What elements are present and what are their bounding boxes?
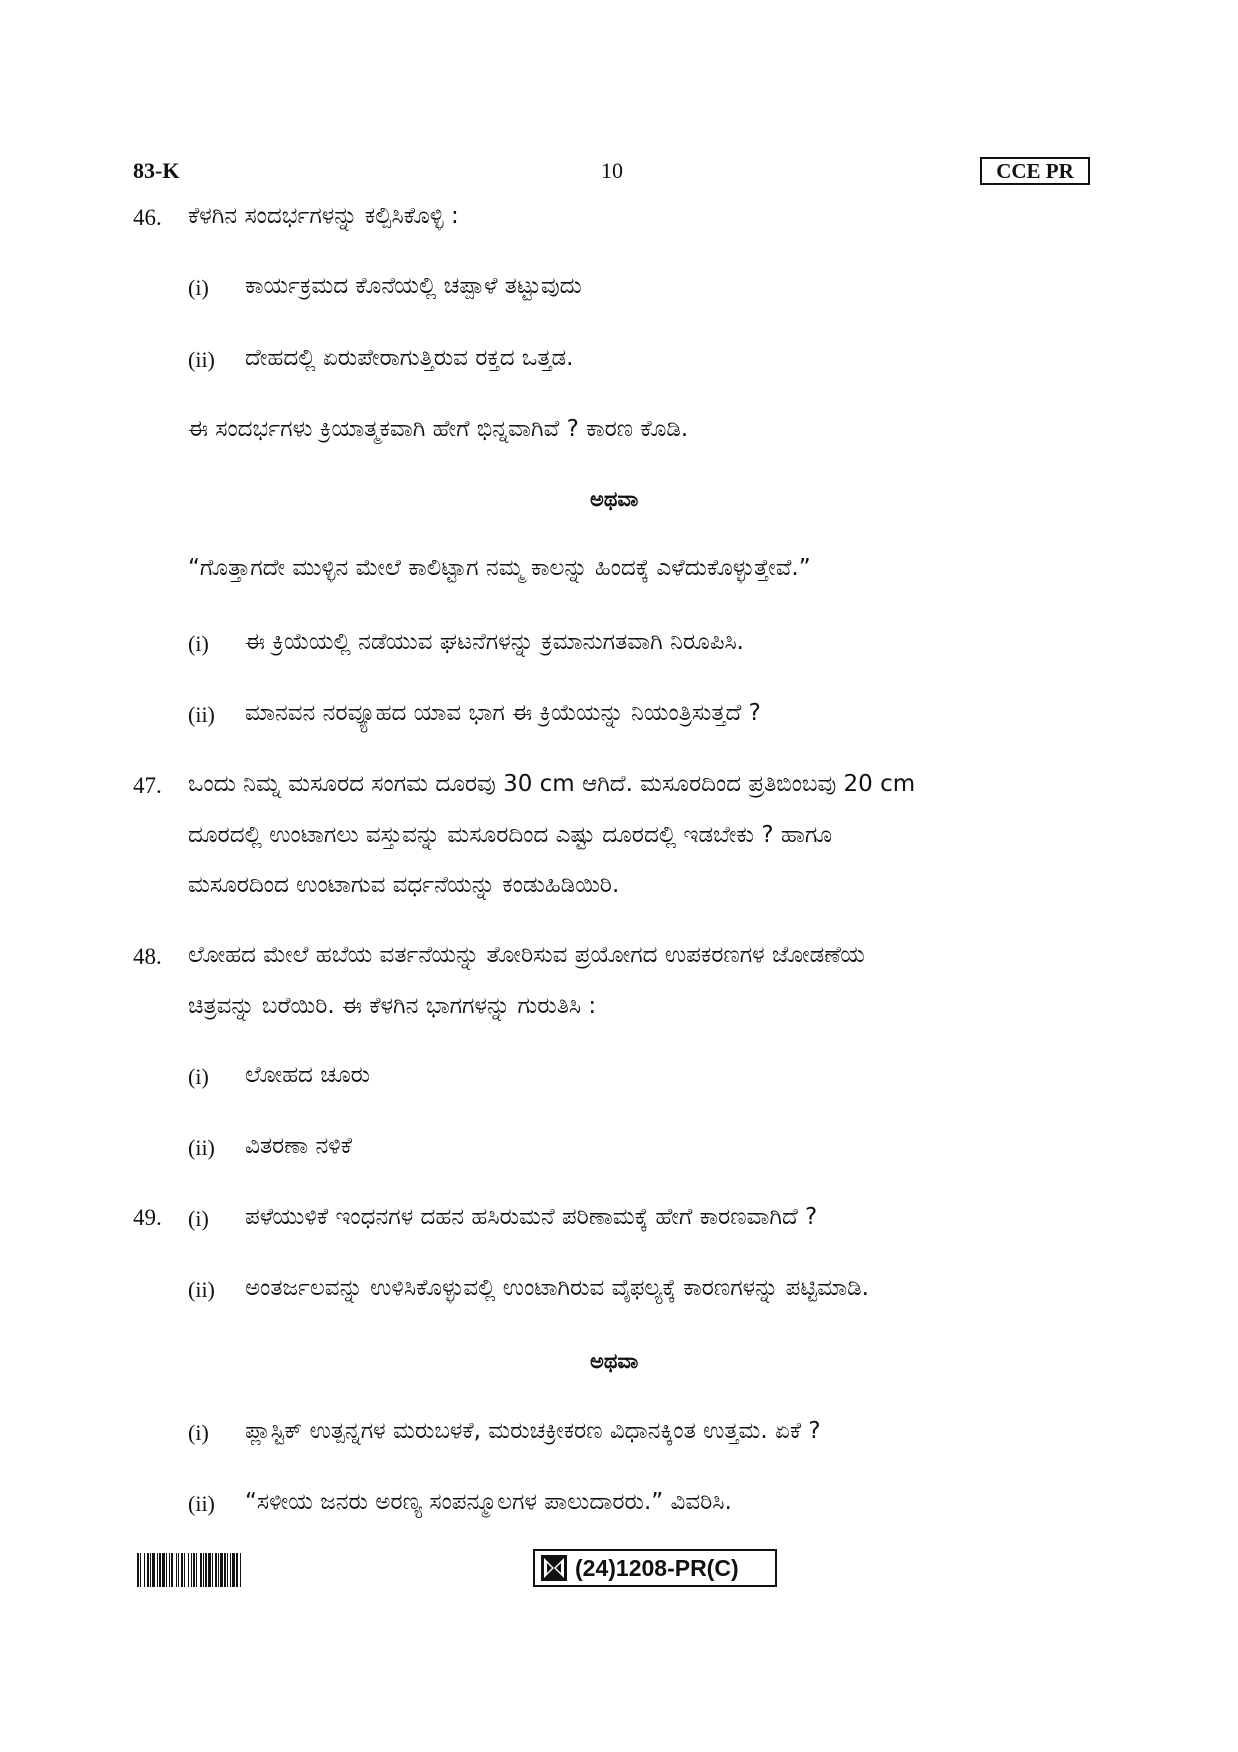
q46-alt-part-text: ಈ ಕ್ರಿಯೆಯಲ್ಲಿ ನಡೆಯುವ ಘಟನೆಗಳನ್ನು ಕ್ರಮಾನುಗತವಾಗಿ ನಿರೂಪಿಸಿ. xyxy=(245,629,744,655)
question-number-48: 48. xyxy=(133,944,162,969)
q46-alt-stem: “ಗೊತ್ತಾಗದೇ ಮುಳ್ಳಿನ ಮೇಲೆ ಕಾಲಿಟ್ಟಾಗ ನಮ್ಮ ಕಾಲನ್ನು ಹಿಂದಕ್ಕೆ ಎಳೆದುಕೊಳ್ಳುತ್ತೇವೆ.” xyxy=(188,555,811,581)
q46-part-label: (i) xyxy=(188,275,209,300)
q46-alt-part-label: (i) xyxy=(188,631,209,656)
q49-part-text: ಅಂತರ್ಜಲವನ್ನು ಉಳಿಸಿಕೊಳ್ಳುವಲ್ಲಿ ಉಂಟಾಗಿರುವ ವೈಫಲ್ಯಕ್ಕೆ ಕಾರಣಗಳನ್ನು ಪಟ್ಟಿಮಾಡಿ. xyxy=(245,1275,869,1301)
q49-alt-part-text: ಪ್ಲಾಸ್ಟಿಕ್ ಉತ್ಪನ್ನಗಳ ಮರುಬಳಕೆ, ಮರುಚಕ್ರೀಕರಣ ವಿಧಾನಕ್ಕಿಂತ ಉತ್ತಮ. ಏಕೆ ? xyxy=(245,1418,821,1444)
q48-part-text: ಲೋಹದ ಚೂರು xyxy=(245,1062,371,1088)
q46-alt-part-label: (ii) xyxy=(188,702,215,727)
q48-line: ಚಿತ್ರವನ್ನು ಬರೆಯಿರಿ. ಈ ಕೆಳಗಿನ ಭಾಗಗಳನ್ನು ಗುರುತಿಸಿ : xyxy=(188,993,597,1019)
question-number-49: 49. xyxy=(133,1205,162,1230)
q48-part-label: (i) xyxy=(188,1064,209,1089)
q48-part-label: (ii) xyxy=(188,1135,215,1160)
q49-part-label: (i) xyxy=(188,1206,209,1231)
question-number-47: 47. xyxy=(133,773,162,798)
series-box: CCE PR xyxy=(980,157,1090,185)
q48-line: ಲೋಹದ ಮೇಲೆ ಹಬೆಯ ವರ್ತನೆಯನ್ನು ತೋರಿಸುವ ಪ್ರಯೋಗದ ಉಪಕರಣಗಳ ಜೋಡಣೆಯ xyxy=(188,942,865,968)
q46-part-text: ಕಾರ್ಯಕ್ರಮದ ಕೊನೆಯಲ್ಲಿ ಚಪ್ಪಾಳೆ ತಟ್ಟುವುದು xyxy=(245,273,582,299)
q49-alt-part-text: “ಸಳೀಯ ಜನರು ಅರಣ್ಯ ಸಂಪನ್ಮೂಲಗಳ ಪಾಲುದಾರರು.” ವಿವರಿಸಿ. xyxy=(245,1489,732,1515)
q46-alt-part-text: ಮಾನವನ ನರವ್ಯೂಹದ ಯಾವ ಭಾಗ ಈ ಕ್ರಿಯೆಯನ್ನು ನಿಯಂತ್ರಿಸುತ್ತದೆ ? xyxy=(245,700,761,726)
q46-stem: ಕೆಳಗಿನ ಸಂದರ್ಭಗಳನ್ನು ಕಲ್ಪಿಸಿಕೊಳ್ಳಿ : xyxy=(188,203,459,229)
barcode xyxy=(137,1553,373,1587)
question-number-46: 46. xyxy=(133,205,162,230)
q46-part-label: (ii) xyxy=(188,347,215,372)
footer-code: (24)1208-PR(C) xyxy=(575,1554,739,1581)
q49-part-text: ಪಳೆಯುಳಿಕೆ ಇಂಧನಗಳ ದಹನ ಹಸಿರುಮನೆ ಪರಿಣಾಮಕ್ಕೆ ಹೇಗೆ ಕಾರಣವಾಗಿದೆ ? xyxy=(245,1204,818,1230)
q46-followup: ಈ ಸಂದರ್ಭಗಳು ಕ್ರಿಯಾತ್ಮಕವಾಗಿ ಹೇಗೆ ಭಿನ್ನವಾಗಿವೆ ? ಕಾರಣ ಕೊಡಿ. xyxy=(188,416,689,442)
emblem-icon xyxy=(541,1555,567,1581)
or-separator: ಅಥವಾ xyxy=(590,487,639,511)
q48-part-text: ವಿತರಣಾ ನಳಿಕೆ xyxy=(245,1133,353,1159)
q47-line: ಮಸೂರದಿಂದ ಉಂಟಾಗುವ ವರ್ಧನೆಯನ್ನು ಕಂಡುಹಿಡಿಯಿರಿ. xyxy=(188,872,620,898)
barcode-bar xyxy=(241,1553,242,1587)
q49-part-label: (ii) xyxy=(188,1277,215,1302)
q46-part-text: ದೇಹದಲ್ಲಿ ಏರುಪೇರಾಗುತ್ತಿರುವ ರಕ್ತದ ಒತ್ತಡ. xyxy=(245,345,574,371)
q49-alt-part-label: (ii) xyxy=(188,1491,215,1516)
footer-code-box xyxy=(533,1549,777,1587)
q47-line: ದೂರದಲ್ಲಿ ಉಂಟಾಗಲು ವಸ್ತುವನ್ನು ಮಸೂರದಿಂದ ಎಷ್ಟು ದೂರದಲ್ಲಿ ಇಡಬೇಕು ? ಹಾಗೂ xyxy=(188,822,833,848)
q49-alt-part-label: (i) xyxy=(188,1420,209,1445)
or-separator: ಅಥವಾ xyxy=(590,1349,639,1373)
page-number: 10 xyxy=(601,158,623,183)
q47-line: ಒಂದು ನಿಮ್ನ ಮಸೂರದ ಸಂಗಮ ದೂರವು 30 cm ಆಗಿದೆ. ಮಸೂರದಿಂದ ಪ್ರತಿಬಿಂಬವು 20 cm xyxy=(188,771,916,797)
paper-code: 83-K xyxy=(133,158,180,183)
